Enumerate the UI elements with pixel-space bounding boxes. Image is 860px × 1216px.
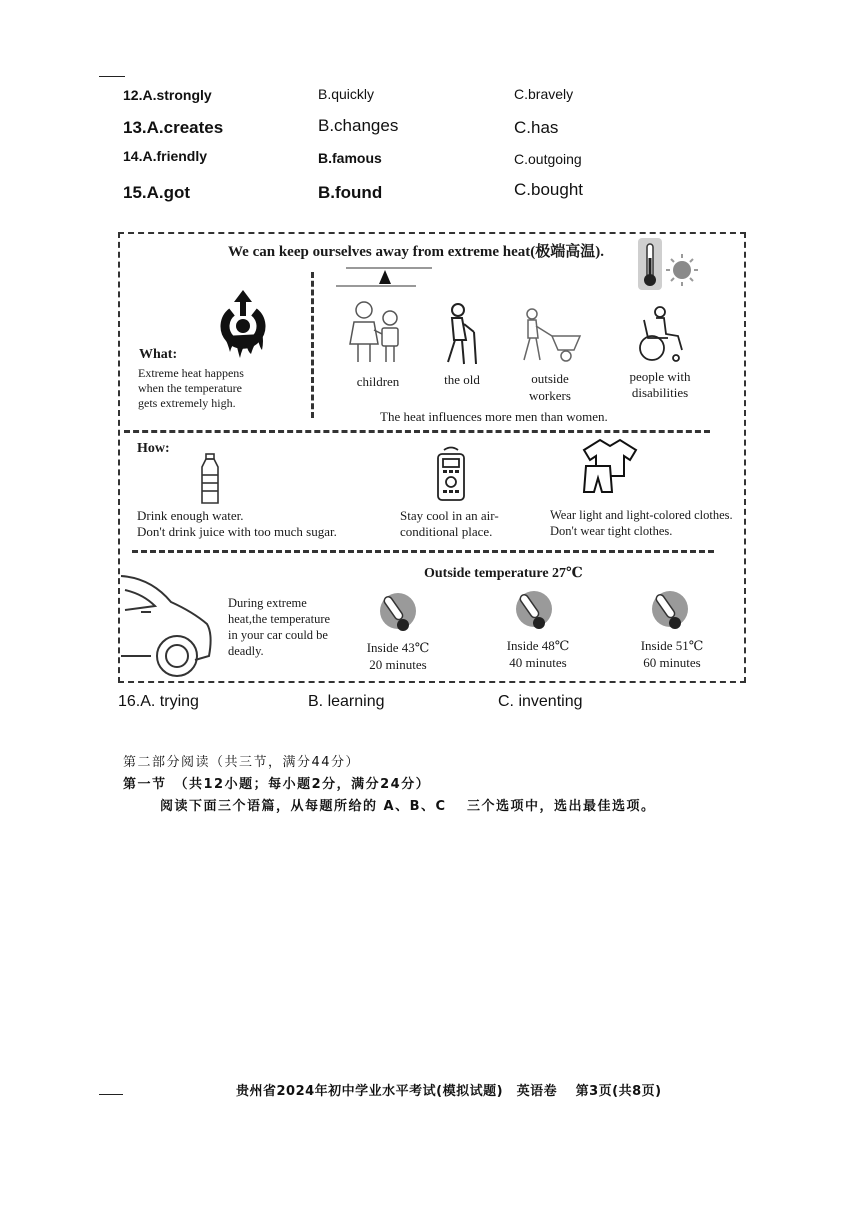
- car-icon: [121, 570, 215, 678]
- q15-option-b: B.found: [318, 183, 383, 202]
- influence-note: The heat influences more men than women.: [380, 409, 608, 424]
- minutes-40: 40 minutes: [509, 655, 567, 670]
- label-people-with: people with: [629, 369, 691, 384]
- how-water-line-2: Don't drink juice with too much sugar.: [137, 524, 337, 539]
- page-footer: 贵州省2024年初中学业水平考试(模拟试题) 英语卷 第3页(共8页): [236, 1084, 662, 1099]
- thermometer-icon: [512, 589, 554, 633]
- section1-heading: 第一节 （共12小题；每小题2分，满分24分）: [123, 777, 431, 792]
- label-disabilities: disabilities: [631, 385, 689, 400]
- car-text-line-4: deadly.: [228, 644, 264, 658]
- q16-option-c: C. inventing: [498, 693, 583, 710]
- outside-temperature: Outside temperature 27℃: [424, 566, 583, 581]
- car-text-line-1: During extreme: [228, 596, 307, 610]
- q12-option-b: B.quickly: [318, 86, 375, 102]
- label-children: children: [356, 374, 400, 389]
- thermometer-icon: [376, 591, 418, 635]
- footer-rule: [99, 1094, 123, 1095]
- balance-icon: [336, 264, 434, 290]
- water-bottle-icon: [198, 453, 222, 505]
- thermometer-icon: [648, 589, 690, 633]
- car-text-line-3: in your car could be: [228, 628, 328, 642]
- car-text-line-2: heat,the temperature: [228, 612, 331, 626]
- what-line-1: Extreme heat happens: [138, 366, 244, 380]
- infographic-title: We can keep ourselves away from extreme heat(极端高温).: [228, 244, 605, 260]
- wheelchair-icon: [636, 306, 688, 364]
- divider-vertical: [311, 272, 314, 418]
- part2-heading: 第二部分阅读（共三节，满分44分）: [123, 755, 361, 770]
- what-line-3: gets extremely high.: [138, 396, 236, 410]
- label-the-old: the old: [444, 372, 480, 387]
- label-workers: workers: [529, 388, 571, 403]
- top-rule: [99, 76, 125, 77]
- q16-option-b: B. learning: [308, 693, 385, 710]
- q13-option-b: B.changes: [318, 116, 399, 135]
- q14-option-a: 14.A.friendly: [123, 148, 208, 164]
- melting-heat-icon: [218, 286, 268, 360]
- how-heading: How:: [137, 441, 170, 456]
- how-water-line-1: Drink enough water.: [137, 508, 244, 523]
- minutes-20: 20 minutes: [369, 657, 427, 672]
- what-line-2: when the temperature: [138, 381, 242, 395]
- q13-option-a: 13.A.creates: [123, 118, 224, 137]
- old-person-icon: [440, 302, 486, 368]
- q13-option-c: C.has: [514, 118, 559, 137]
- inside-51: Inside 51℃: [640, 638, 704, 653]
- how-cool-line-2: conditional place.: [400, 524, 493, 539]
- q14-option-b: B.famous: [318, 150, 382, 166]
- thermometer-sun-icon: [636, 236, 700, 294]
- q14-option-c: C.outgoing: [514, 151, 582, 167]
- outside-worker-icon: [518, 306, 590, 366]
- label-outside: outside: [531, 371, 569, 386]
- divider-horizontal-1: [124, 430, 710, 433]
- what-heading: What:: [139, 347, 178, 362]
- q12-option-c: C.bravely: [514, 86, 574, 102]
- inside-43: Inside 43℃: [366, 640, 430, 655]
- q15-option-c: C.bought: [514, 180, 583, 199]
- q15-option-a: 15.A.got: [123, 183, 191, 202]
- divider-horizontal-2: [132, 550, 714, 553]
- q12-option-a: 12.A.strongly: [123, 87, 212, 103]
- inside-48: Inside 48℃: [506, 638, 570, 653]
- how-clothes-line-1: Wear light and light-colored clothes.: [550, 508, 733, 522]
- clothes-icon: [580, 436, 640, 496]
- children-icon: [346, 296, 408, 368]
- minutes-60: 60 minutes: [643, 655, 701, 670]
- section1-instruction: 阅读下面三个语篇，从每题所给的 A、B、C 三个选项中，选出最佳选项。: [160, 799, 656, 814]
- remote-control-icon: [434, 446, 468, 502]
- q16-option-a: 16.A. trying: [118, 693, 199, 710]
- how-cool-line-1: Stay cool in an air-: [400, 508, 499, 523]
- how-clothes-line-2: Don't wear tight clothes.: [550, 524, 673, 538]
